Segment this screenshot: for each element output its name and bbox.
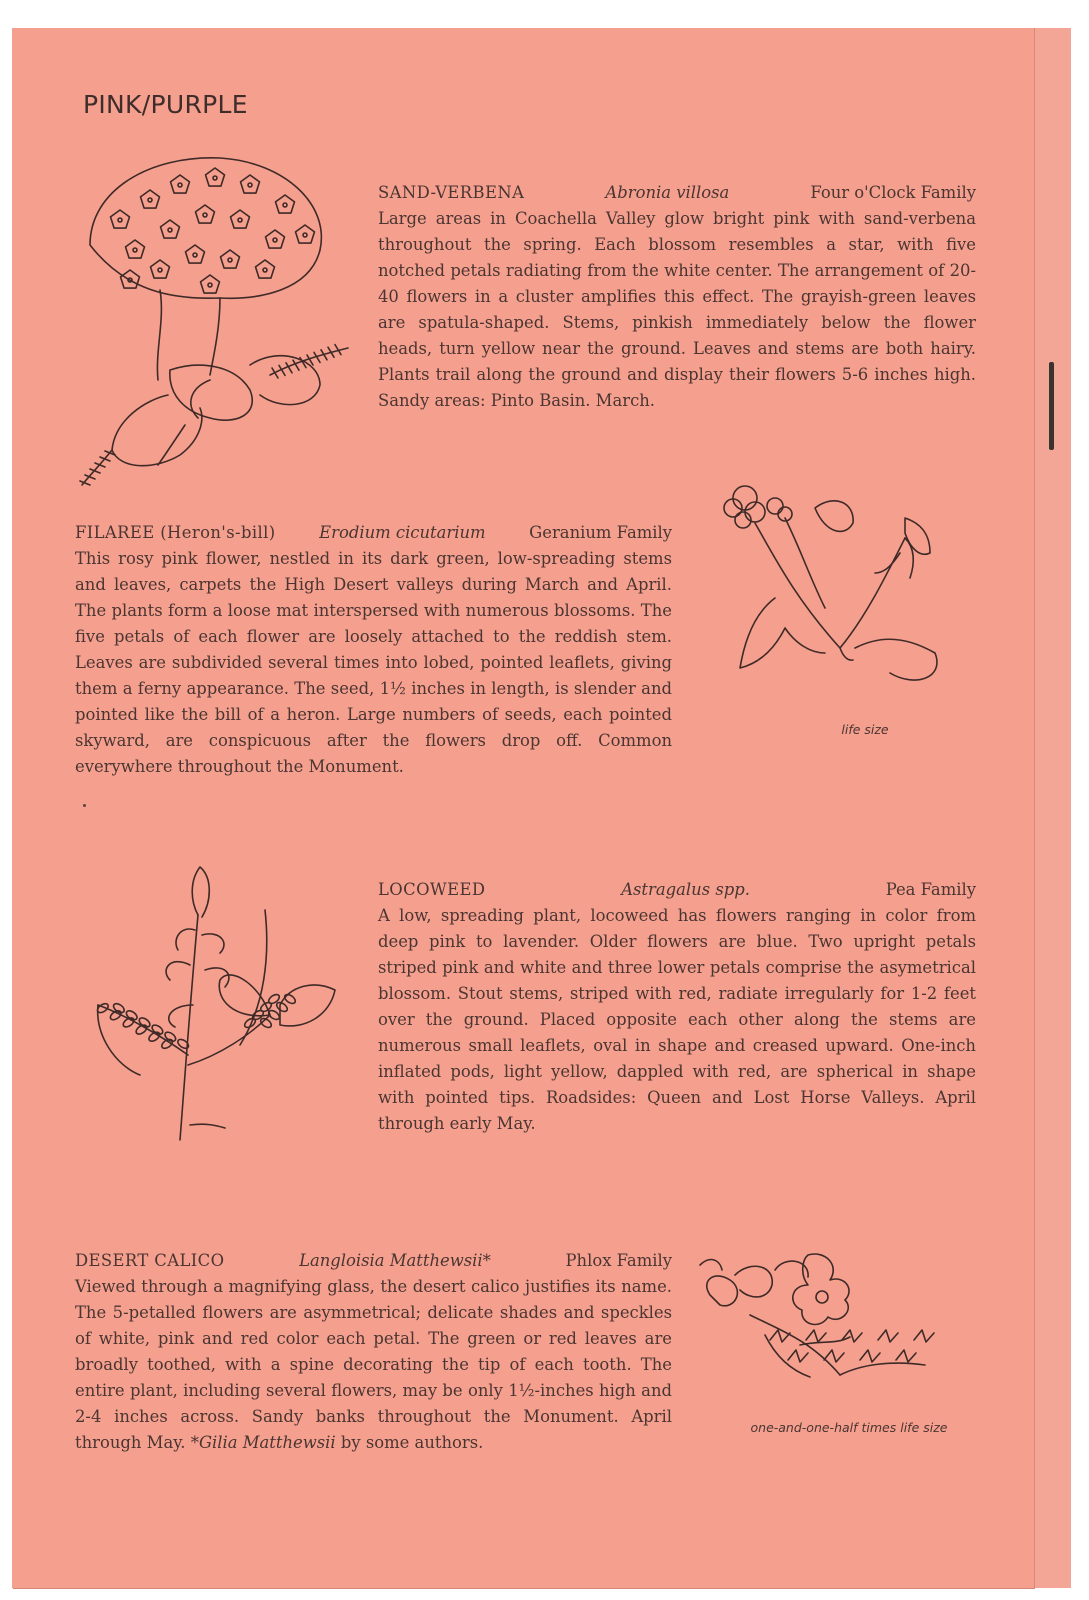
entry-filaree [75, 520, 672, 780]
entry-description: This rosy pink flower, nestled in its dark green, low-spreading stems and leaves, carpets the High Desert valleys during March and April. The plants form a loose mat interspersed with numerous blossoms. The five petals of each flower are loosely attached to the reddish stem. Leaves are subdivided several times into lobed, pointed leaflets, giving them a ferny appearance. The seed, 1½ inches in length, is slender and pointed like the bill of a heron. Large numbers of seeds, each pointed skyward, are conspicuous after the flowers drop off. Common everywhere throughout the Monument. [75, 549, 672, 776]
locoweed-illustration [90, 855, 350, 1145]
footnote-species: Gilia Matthewsii [198, 1433, 336, 1452]
description-text: Viewed through a magnifying glass, the desert calico justifies its name. The 5-petalled flowers are asymmetrical; delicate shades and speckles of white, pink and red color each petal. The green or red leaves are broadly toothed, with a spine decorating the tip of each tooth. The entire plant, including several flowers, may be only 1½-inches high and 2-4 inches across. Sandy banks throughout the Monument. April through May. [75, 1277, 672, 1452]
common-name: DESERT CALICO [75, 1251, 225, 1270]
sand-verbena-illustration [70, 150, 360, 490]
footnote-marker: * [190, 1433, 199, 1452]
filaree-caption: life size [841, 722, 889, 737]
entry-description: A low, spreading plant, locoweed has flowers ranging in color from deep pink to lavender. Older flowers are blue. Two upright petals striped pink and white and three lower petals comprise the asymetrical blossom. Stout stems, striped with red, radiate irregularly for 1-2 feet over the ground. Placed opposite each other along the stems are numerous small leaflets, oval in shape and creased upward. One-inch inflated pods, light yellow, dappled with red, are spherical in shape with pointed tips. Roadsides: Queen and Lost Horse Valleys. April through early May. [378, 906, 976, 1133]
desert-calico-caption: one-and-one-half times life size [750, 1420, 948, 1435]
common-name: LOCOWEED [378, 880, 486, 899]
desert-calico-illustration [690, 1245, 950, 1395]
scientific-name: Astragalus spp. [621, 880, 750, 899]
family-name: Phlox Family [565, 1251, 672, 1270]
family-name: Four o'Clock Family [810, 183, 976, 202]
scientific-name: Langloisia Matthewsii* [299, 1251, 491, 1270]
entry-header [75, 520, 672, 546]
scientific-name: Erodium cicutarium [319, 523, 486, 542]
booklet-spine [1034, 28, 1071, 1588]
entry-locoweed [378, 877, 976, 1137]
entry-sand-verbena [378, 180, 976, 414]
section-heading: PINK/PURPLE [83, 90, 248, 119]
filaree-illustration [715, 478, 975, 698]
entry-description [75, 1274, 672, 1456]
family-name: Geranium Family [529, 523, 672, 542]
common-name: SAND-VERBENA [378, 183, 525, 202]
entry-header [378, 877, 976, 903]
entry-description: Large areas in Coachella Valley glow bright pink with sand-verbena throughout the spring. Each blossom resembles a star, with five notched petals radiating from the white center. The arrangement of 20-40 flowers in a cluster amplifies this effect. The grayish-green leaves are spatula-shaped. Stems, pinkish immediately below the flower heads, turn yellow near the ground. Leaves and stems are both hairy. Plants trail along the ground and display their flowers 5-6 inches high. Sandy areas: Pinto Basin. March. [378, 209, 976, 410]
footnote-text: by some authors. [335, 1433, 484, 1452]
family-name: Pea Family [885, 880, 976, 899]
common-name: FILAREE (Heron's-bill) [75, 523, 276, 542]
entry-header [75, 1248, 672, 1274]
paper-speck [83, 804, 86, 807]
staple [1049, 362, 1054, 450]
scientific-name: Abronia villosa [605, 183, 730, 202]
entry-header [378, 180, 976, 206]
entry-desert-calico [75, 1248, 672, 1456]
